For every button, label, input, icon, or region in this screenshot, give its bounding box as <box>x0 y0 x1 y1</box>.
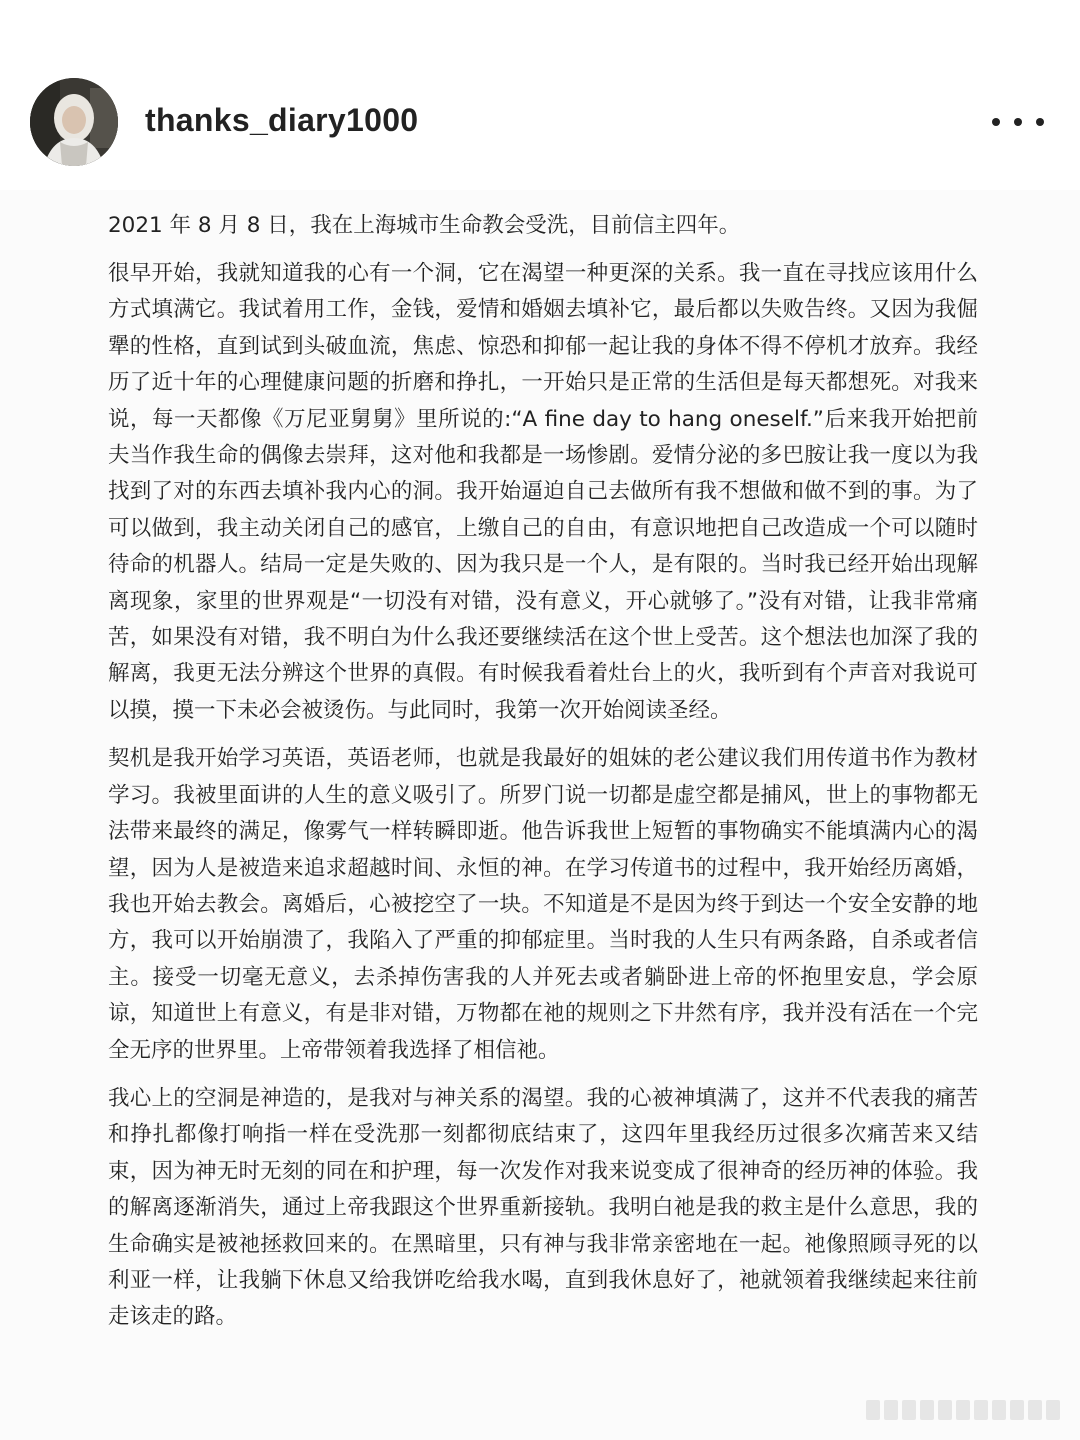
caption-paragraph: 很早开始，我就知道我的心有一个洞，它在渴望一种更深的关系。我一直在寻找应该用什么方式填满它。我试着用工作，金钱，爱情和婚姻去填补它，最后都以失败告终。又因为我倔犟的性格，直到试到头破血流，焦虑、惊恐和抑郁一起让我的身体不得不停机才放弃。我经历了近十年的心理健康问题的折磨和挣扎，一开始只是正常的生活但是每天都想死。对我来说，每一天都像《万尼亚舅舅》里所说的:“A fine day to hang oneself.”后来我开始把前夫当作我生命的偶像去崇拜，这对他和我都是一场惨剧。爱情分泌的多巴胺让我一度以为我找到了对的东西去填补我内心的洞。我开始逼迫自己去做所有我不想做和做不到的事。为了可以做到，我主动关闭自己的感官，上缴自己的自由，有意识地把自己改造成一个可以随时待命的机器人。结局一定是失败的、因为我只是一个人，是有限的。当时我已经开始出现解离现象，家里的世界观是“一切没有对错，没有意义，开心就够了。”没有对错，让我非常痛苦，如果没有对错，我不明白为什么我还要继续活在这个世上受苦。这个想法也加深了我的解离，我更无法分辨这个世界的真假。有时候我看着灶台上的火，我听到有个声音对我说可以摸，摸一下未必会被烫伤。与此同时，我第一次开始阅读圣经。 <box>108 261 978 723</box>
username[interactable]: thanks_diary1000 <box>145 102 419 138</box>
post-image <box>0 190 1080 1440</box>
post-header <box>0 0 1080 190</box>
more-options-button[interactable] <box>992 104 1044 140</box>
post-caption <box>108 208 978 1348</box>
caption-paragraph: 我心上的空洞是神造的，是我对与神关系的渴望。我的心被神填满了，这并不代表我的痛苦和挣扎都像打响指一样在受洗那一刻都彻底结束了，这四年里我经历过很多次痛苦来又结束，因为神无时无刻的同在和护理，每一次发作对我来说变成了很神奇的经历神的体验。我的解离逐渐消失，通过上帝我跟这个世界重新接轨。我明白祂是我的救主是什么意思，我的生命确实是被祂拯救回来的。在黑暗里，只有神与我非常亲密地在一起。祂像照顾寻死的以利亚一样，让我躺下休息又给我饼吃给我水喝，直到我休息好了，祂就领着我继续起来往前走该走的路。 <box>108 1085 978 1330</box>
avatar[interactable] <box>30 78 118 166</box>
caption-date-line: 2021 年 8 月 8 日，我在上海城市生命教会受洗，目前信主四年。 <box>108 213 741 238</box>
caption-paragraph: 契机是我开始学习英语，英语老师，也就是我最好的姐妹的老公建议我们用传道书作为教材学习。我被里面讲的人生的意义吸引了。所罗门说一切都是虚空都是捕风，世上的事物都无法带来最终的满足，像雾气一样转瞬即逝。他告诉我世上短暂的事物确实不能填满内心的渴望，因为人是被造来追求超越时间、永恒的神。在学习传道书的过程中，我开始经历离婚，我也开始去教会。离婚后，心被挖空了一块。不知道是不是因为终于到达一个安全安静的地方，我可以开始崩溃了，我陷入了严重的抑郁症里。当时我的人生只有两条路，自杀或者信主。接受一切毫无意义，去杀掉伤害我的人并死去或者躺卧进上帝的怀抱里安息，学会原谅，知道世上有意义，有是非对错，万物都在祂的规则之下井然有序，我并没有活在一个完全无序的世界里。上帝带领着我选择了相信祂。 <box>108 746 978 1063</box>
more-horizontal-icon <box>1014 118 1022 126</box>
watermark <box>862 1400 1060 1420</box>
more-horizontal-icon <box>992 118 1000 126</box>
more-horizontal-icon <box>1036 118 1044 126</box>
profile-photo-icon <box>30 78 118 166</box>
